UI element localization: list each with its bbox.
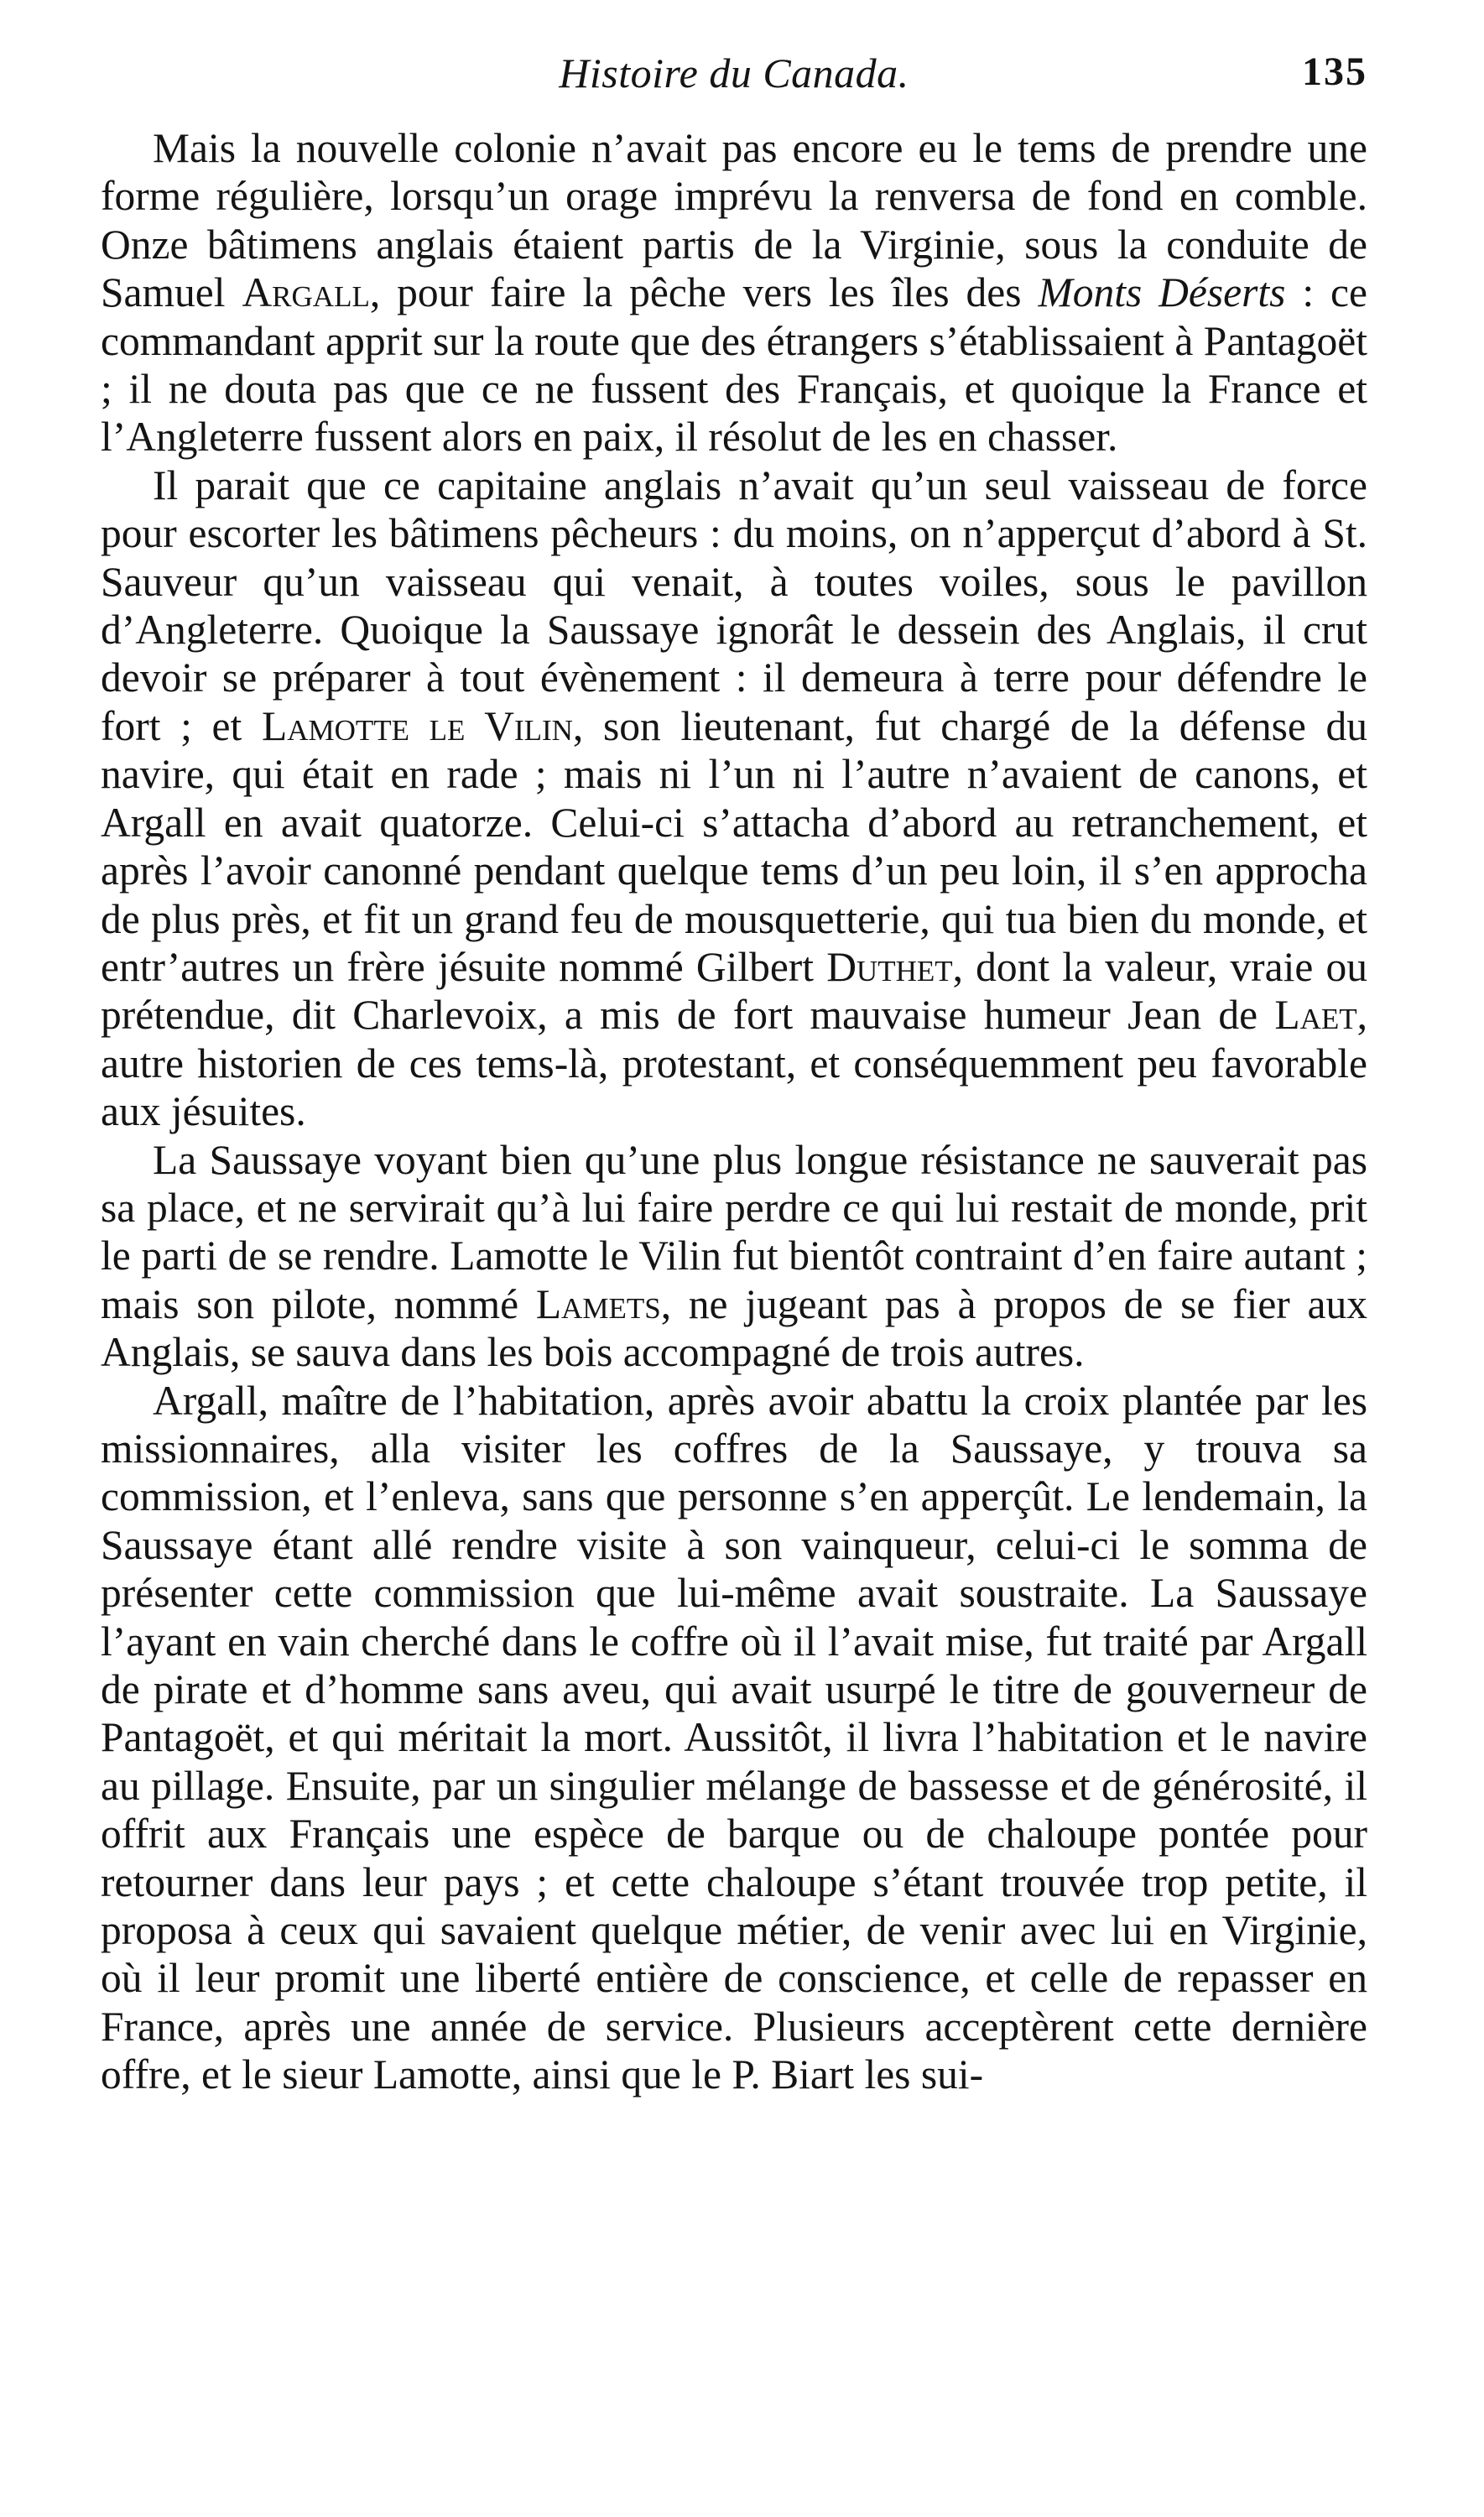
text-run: , son lieutenant, fut chargé de la défense du navire, qui était en rade ; mais ni l’un ni l’autre n’avaient de canons, et Argall en avait quatorze. Celui-ci s’attacha d’abord au retranchement, et après l’avoir canonné pendant quelque tems d’un peu loin, il s’en approcha de plus près, et fit un grand feu de mousquetterie, qui tua bien du monde, et entr’autres un frère jésuite nommé Gilbert bbox=[101, 702, 1368, 990]
running-header bbox=[101, 34, 1367, 101]
text-run: , ne jugeant pas à propos de se fier aux Anglais, se sauva dans les bois accompagné de trois autres. bbox=[101, 1280, 1368, 1376]
text-run: , dont la valeur, vraie ou prétendue, dit Charlevoix, a mis de fort mauvaise humeur Jean de bbox=[101, 943, 1367, 1039]
paragraph bbox=[101, 1377, 1367, 2099]
text-run: La Saussaye voyant bien qu’une plus longue résistance ne sauverait pas sa place, et ne servirait qu’à lui faire perdre ce qui lui restait de monde, prit le parti de se rendre. Lamotte le Vilin fut bientôt contraint d’en faire autant ; mais son pilote, nommé bbox=[101, 1136, 1367, 1327]
proper-name: Lamets bbox=[535, 1280, 661, 1327]
proper-name: Argall bbox=[242, 269, 370, 316]
running-title: Histoire du Canada. bbox=[559, 50, 909, 96]
paragraph bbox=[101, 461, 1367, 1136]
text-run: , autre historien de ces tems-là, protestant, et conséquemment peu favorable aux jésuites. bbox=[101, 992, 1367, 1135]
text-run: Il parait que ce capitaine anglais n’avait qu’un seul vaisseau de force pour escorter les bâtimens pêcheurs : du moins, on n’apperçut d’abord à St. Sauveur qu’un vaisseau qui venait, à toutes voiles, sous le pavillon d’Angleterre. Quoique la Saussaye ignorât le dessein des Anglais, il crut devoir se préparer à tout évènement : il demeura à terre pour défendre le fort ; et bbox=[101, 461, 1367, 749]
proper-name: Laet bbox=[1274, 992, 1357, 1039]
italic-text: Monts Déserts bbox=[1038, 269, 1286, 316]
proper-name: Duthet bbox=[826, 943, 953, 990]
text-run: Mais la nouvelle colonie n’avait pas encore eu le tems de prendre une forme régulière, lorsqu’un orage imprévu la renversa de fond en comble. Onze bâtimens anglais étaient partis de la Virginie, sous la conduite de Samuel bbox=[101, 125, 1367, 316]
text-run: Argall, maître de l’habitation, après avoir abattu la croix plantée par les missionnaires, alla visiter les coffres de la Saussaye, y trouva sa commission, et l’enleva, sans que personne s’en apperçût. Le lendemain, la Saussaye étant allé rendre visite à son vainqueur, celui-ci le somma de présenter cette commission que lui-même avait soustraite. La Saussaye l’ayant en vain cherché dans le coffre où il l’avait mise, fut traité par Argall de pirate et d’homme sans aveu, qui avait usurpé le titre de gouverneur de Pantagoët, et qui méritait la mort. Aussitôt, il livra l’habitation et le navire au pillage. Ensuite, par un singulier mélange de bassesse et de générosité, il offrit aux Français une espèce de barque ou de chaloupe pontée pour retourner dans leur pays ; et cette chaloupe s’étant trouvée trop petite, il proposa à ceux qui savaient quelque métier, de venir avec lui en Virginie, où il leur promit une liberté entière de conscience, et celle de repasser en France, après une année de service. Plusieurs acceptèrent cette dernière offre, et le sieur Lamotte, ainsi que le P. Biart les sui- bbox=[101, 1377, 1367, 2098]
paragraph bbox=[101, 124, 1367, 461]
text-run: , pour faire la pêche vers les îles des bbox=[369, 269, 1039, 316]
page-number: 135 bbox=[1302, 50, 1367, 94]
text-run: : ce commandant apprit sur la route que des étrangers s’établissaient à Pantagoët ; il ne douta pas que ce ne fussent des Français, et quoique la France et l’Angleterre fussent alors en paix, il résolut de les en chasser. bbox=[101, 269, 1367, 461]
proper-name: Lamotte le Vilin bbox=[261, 702, 573, 749]
paragraph bbox=[101, 1136, 1367, 1377]
body-text bbox=[101, 124, 1367, 2099]
book-page bbox=[101, 34, 1367, 2483]
